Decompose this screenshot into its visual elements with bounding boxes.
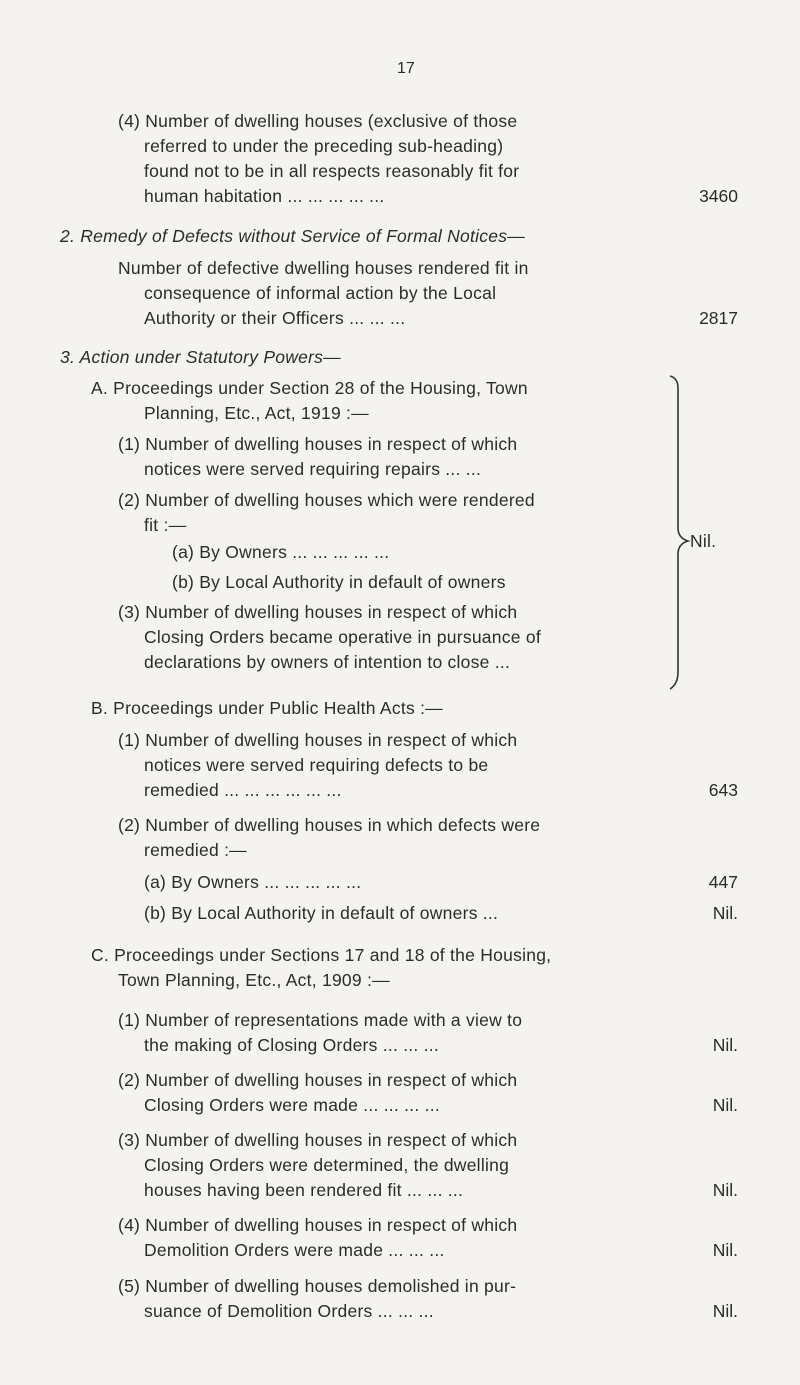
section3a-item-line-8: Closing Orders became operative in pursuance of <box>144 627 541 647</box>
section3a-item-line-4: fit :— <box>144 515 187 535</box>
section2-heading: 2. Remedy of Defects without Service of Formal Notices— <box>60 226 526 246</box>
section3c-item2-line-1: (2) Number of dwelling houses in respect of which <box>118 1070 518 1090</box>
section3c-item2-line-2: Closing Orders were made ... ... ... ... <box>144 1095 440 1115</box>
section3b-item1-line-1: (1) Number of dwelling houses in respect of which <box>118 730 518 750</box>
section3c-item1-line-1: (1) Number of representations made with a view to <box>118 1010 523 1030</box>
page-number: 17 <box>397 60 415 77</box>
section3b-item1-value: 643 <box>708 780 738 800</box>
section3c-item3-value: Nil. <box>712 1180 738 1200</box>
section3c-item5-line-1: (5) Number of dwelling houses demolished in pur- <box>118 1276 517 1296</box>
section3a-item-line-7: (3) Number of dwelling houses in respect of which <box>118 602 518 622</box>
section3c-item4-value: Nil. <box>712 1240 738 1260</box>
section3a-item-line-9: declarations by owners of intention to close ... <box>144 652 511 672</box>
section3b-item2-line-2: remedied :— <box>144 840 247 860</box>
section3a-item-line-2: notices were served requiring repairs ... ... <box>144 459 482 479</box>
section3a-heading-1: A. Proceedings under Section 28 of the Housing, Town <box>91 378 528 398</box>
section3-heading: 3. Action under Statutory Powers— <box>60 347 341 367</box>
section3c-heading-2: Town Planning, Etc., Act, 1909 :— <box>118 970 390 990</box>
item4-value: 3460 <box>699 186 738 206</box>
section3b-item2a-value: 447 <box>708 872 738 892</box>
section2-value: 2817 <box>699 308 738 328</box>
section3a-value: Nil. <box>690 531 717 551</box>
section3b-item2b-value: Nil. <box>712 903 738 923</box>
item4-line-1: (4) Number of dwelling houses (exclusive of those <box>118 111 518 131</box>
section3c-item5-line-2: suance of Demolition Orders ... ... ... <box>144 1301 434 1321</box>
item4-line-3: found not to be in all respects reasonably fit for <box>144 161 520 181</box>
section3b-item1-line-2: notices were served requiring defects to be <box>144 755 489 775</box>
section3a-item-line-3: (2) Number of dwelling houses which were rendered <box>118 490 535 510</box>
section3b-item2-line-1: (2) Number of dwelling houses in which defects were <box>118 815 541 835</box>
section3b-item1-line-3: remedied ... ... ... ... ... ... <box>144 780 342 800</box>
section3a-item-line-6: (b) By Local Authority in default of owners <box>172 572 506 592</box>
section2-line-2: consequence of informal action by the Local <box>144 283 497 303</box>
section3c-item4-line-2: Demolition Orders were made ... ... ... <box>144 1240 445 1260</box>
section3b-item2a: (a) By Owners ... ... ... ... ... <box>144 872 362 892</box>
section3c-item1-line-2: the making of Closing Orders ... ... ... <box>144 1035 439 1055</box>
section3c-item3-line-2: Closing Orders were determined, the dwelling <box>144 1155 510 1175</box>
section3c-item5-value: Nil. <box>712 1301 738 1321</box>
section3c-heading-1: C. Proceedings under Sections 17 and 18 of the Housing, <box>91 945 552 965</box>
section3c-item4-line-1: (4) Number of dwelling houses in respect of which <box>118 1215 518 1235</box>
section3a-item-line-5: (a) By Owners ... ... ... ... ... <box>172 542 390 562</box>
item4-line-2: referred to under the preceding sub-heading) <box>144 136 504 156</box>
section3a-item-line-1: (1) Number of dwelling houses in respect of which <box>118 434 518 454</box>
section3b-item2b: (b) By Local Authority in default of owners ... <box>144 903 499 923</box>
item4-line-4: human habitation ... ... ... ... ... <box>144 186 385 206</box>
section3c-item3-line-1: (3) Number of dwelling houses in respect of which <box>118 1130 518 1150</box>
section3b-heading: B. Proceedings under Public Health Acts :— <box>91 698 443 718</box>
section3c-item2-value: Nil. <box>712 1095 738 1115</box>
section2-line-3: Authority or their Officers ... ... ... <box>144 308 406 328</box>
section3c-item1-value: Nil. <box>712 1035 738 1055</box>
section2-line-1: Number of defective dwelling houses rendered fit in <box>118 258 529 278</box>
section3a-heading-2: Planning, Etc., Act, 1919 :— <box>144 403 369 423</box>
section3c-item3-line-3: houses having been rendered fit ... ... ... <box>144 1180 464 1200</box>
